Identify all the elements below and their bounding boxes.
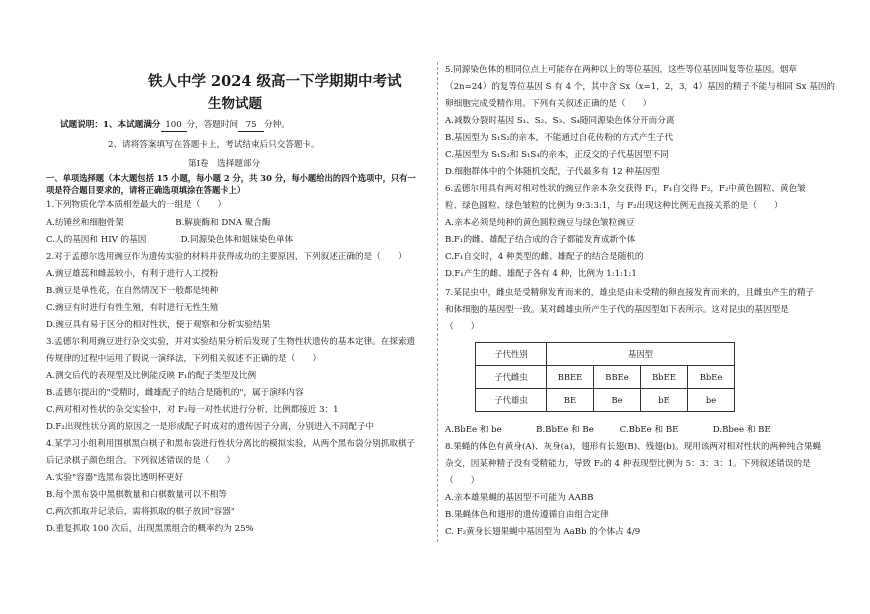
section-intro-1: 一、单项选择题（本大题包括 15 小题，每小题 2 分，共 30 分，每小题给出的四个选项中，只有一 bbox=[46, 173, 416, 183]
table-row bbox=[476, 366, 735, 389]
exam-subject: 生物试题 bbox=[208, 96, 262, 112]
question-line: D.细胞群体中的个体随机交配，子代最多有 12 种基因型 bbox=[445, 167, 660, 177]
question-line: 后记录棋子颜色组合。下列叙述错误的是（ ） bbox=[46, 456, 236, 466]
table-header-sex: 子代性别 bbox=[476, 343, 547, 366]
exam-title: 铁人中学 2024 级高一下学期期中考试 bbox=[148, 73, 402, 90]
table-row bbox=[476, 389, 735, 412]
question-line: 杂交，因某种精子没有受精能力，导致 F₂的 4 种表现型比例为 5：3：3：1。下列叙述错误的是 bbox=[445, 459, 811, 469]
instructions-line-1 bbox=[60, 119, 290, 132]
question-line: 传规律的过程中运用了假说一演绎法，下列相关叙述不正确的是（ ） bbox=[46, 354, 322, 364]
table-cell: BbEE bbox=[641, 366, 688, 389]
question-line: 7.某昆虫中，雌虫是受精卵发育而来的，雄虫是由未受精的卵直接发育而来的，且雌虫产生的精子 bbox=[445, 288, 815, 298]
table-cell: BE bbox=[547, 389, 594, 412]
question-line: B.果蝇体色和翅形的遗传遵循自由组合定律 bbox=[445, 510, 609, 520]
section-intro-2: 项是符合题目要求的，请将正确选项填涂在答题卡上） bbox=[46, 185, 246, 195]
instructions-suffix: 分钟。 bbox=[264, 120, 290, 130]
question-line: B.基因型为 S₁S₂的亲本，不能通过自花传粉的方式产生子代 bbox=[445, 133, 674, 143]
question-line: D.F₂出现性状分离的原因之一是形成配子时成对的遗传因子分离，分别进入不同配子中 bbox=[46, 422, 375, 432]
question-line: A.实验"容器"选黑布袋比透明杯更好 bbox=[46, 473, 184, 483]
table-cell: BBEE bbox=[547, 366, 594, 389]
instructions-mid: 分，答题时间 bbox=[186, 120, 239, 130]
question-line: 4.某学习小组利用围棋黑白棋子和黑布袋进行性状分离比的模拟实验，从两个黑布袋分别抓取棋子 bbox=[46, 439, 416, 449]
row-label: 子代雌虫 bbox=[476, 366, 547, 389]
question-line: 和体细胞的基因型一致。某对雌雄虫所产生子代的基因型如下表所示。这对昆虫的基因型是 bbox=[445, 305, 789, 315]
column-divider bbox=[437, 62, 438, 542]
question-line: 3.孟德尔利用豌豆进行杂交实验，并对实验结果分析后发现了生物性状遗传的基本定律。在探索遗 bbox=[46, 337, 416, 347]
question-line: C.人的基因和 HIV 的基因 D.同源染色体和姐妹染色单体 bbox=[46, 235, 294, 245]
question-line: A.减数分裂时基因 S₁、S₂、S₃、S₄随同源染色体分开而分离 bbox=[445, 116, 675, 126]
question-line: C.两次抓取并记录后，需将抓取的棋子放回"容器" bbox=[46, 507, 235, 517]
question-line: A.测交后代的表现型及比例能反映 F₁的配子类型及比例 bbox=[46, 371, 257, 381]
question-line: （ ） bbox=[445, 476, 480, 486]
question-line: C.豌豆有时进行有性生殖，有时进行无性生殖 bbox=[46, 303, 219, 313]
question-line: 卵细胞完成受精作用。下列有关叙述正确的是（ ） bbox=[445, 99, 652, 109]
question-line: C.两对相对性状的杂交实验中，对 F₂每一对性状进行分析，比例都接近 3：1 bbox=[46, 405, 339, 415]
time-value: 75 bbox=[238, 119, 264, 132]
question-line: B.豌豆是单性花，在自然情况下一般都是纯种 bbox=[46, 286, 219, 296]
question-line: B.每个黑布袋中黑棋数量和白棋数量可以不相等 bbox=[46, 490, 227, 500]
table-header-row bbox=[476, 343, 735, 366]
table-cell: BbEe bbox=[688, 366, 735, 389]
genotype-table bbox=[475, 342, 735, 412]
question-line: 2.对于孟德尔选用豌豆作为遗传实验的材料并获得成功的主要原因，下列叙述正确的是（ ） bbox=[46, 252, 407, 262]
score-value: 100 bbox=[161, 119, 187, 132]
question-line: 8.果蝇的体色有黄身(A)、灰身(a)，翅形有长翅(B)、残翅(b)。现用该两对相对性状的两种纯合果蝇 bbox=[445, 442, 822, 452]
question-line: A.BbEe 和 be B.BbEe 和 Be C.BbEe 和 BE D.Bbee 和 BE bbox=[445, 425, 771, 435]
question-line: 5.同源染色体的相同位点上可能存在两种以上的等位基因，这些等位基因叫复等位基因。烟草 bbox=[445, 65, 797, 75]
question-line: C.基因型为 S₁S₂和 S₁S₄的亲本，正反交的子代基因型不同 bbox=[445, 150, 669, 160]
instructions-line-2: 2、请将答案填写在答题卡上，考试结束后只交答题卡。 bbox=[108, 140, 320, 150]
question-line: D.重复抓取 100 次后，出现黑黑组合的概率约为 25% bbox=[46, 524, 254, 534]
question-line: C.F₁自交时，4 种类型的雌、雄配子的结合是随机的 bbox=[445, 252, 644, 262]
table-cell: be bbox=[688, 389, 735, 412]
question-line: B.孟德尔提出的"受精时，雌雄配子的结合是随机的"，属于演绎内容 bbox=[46, 388, 304, 398]
question-line: 6.孟德尔用具有两对相对性状的豌豆作亲本杂交获得 F₁，F₁自交得 F₂，F₂中黄色圆粒、黄色皱 bbox=[445, 184, 806, 194]
row-label: 子代雄虫 bbox=[476, 389, 547, 412]
table-header-genotype: 基因型 bbox=[547, 343, 735, 366]
table-cell: Be bbox=[594, 389, 641, 412]
table-cell: bE bbox=[641, 389, 688, 412]
question-line: B.F₁的雌、雄配子结合成的合子都能发育成新个体 bbox=[445, 235, 636, 245]
question-line: A.亲本雄果蝇的基因型不可能为 AABB bbox=[445, 493, 594, 503]
section-heading: 第Ⅰ卷 选择题部分 bbox=[188, 159, 261, 169]
question-line: A.亲本必须是纯种的黄色圆粒豌豆与绿色皱粒豌豆 bbox=[445, 218, 635, 228]
question-line: （ ） bbox=[445, 322, 480, 332]
question-line: A.豌豆雄蕊和雌蕊较小，有利于进行人工授粉 bbox=[46, 269, 219, 279]
instructions-prefix: 试题说明：1、本试题满分 bbox=[60, 120, 161, 130]
question-line: D.豌豆具有易于区分的相对性状，便于观察和分析实验结果 bbox=[46, 320, 271, 330]
question-line: 1.下列物质化学本质相差最大的一组是（ ） bbox=[46, 200, 227, 210]
question-line: D.F₁产生的雌、雄配子各有 4 种，比例为 1:1:1:1 bbox=[445, 269, 637, 279]
question-line: A.纺锤丝和细胞骨架 B.解旋酶和 DNA 聚合酶 bbox=[46, 218, 271, 228]
question-line: C. F₂黄身长翅果蝇中基因型为 AaBb 的个体占 4/9 bbox=[445, 527, 641, 537]
question-line: 粒、绿色圆粒、绿色皱粒的比例为 9:3:3:1，与 F₂出现这种比例无直接关系的是（ ） bbox=[445, 201, 783, 211]
question-line: （2n=24）的复等位基因 S 有 4 个，其中含 Sx（x=1，2，3，4）基因的精子不能与相同 Sx 基因的 bbox=[445, 82, 836, 92]
table-cell: BBEe bbox=[594, 366, 641, 389]
